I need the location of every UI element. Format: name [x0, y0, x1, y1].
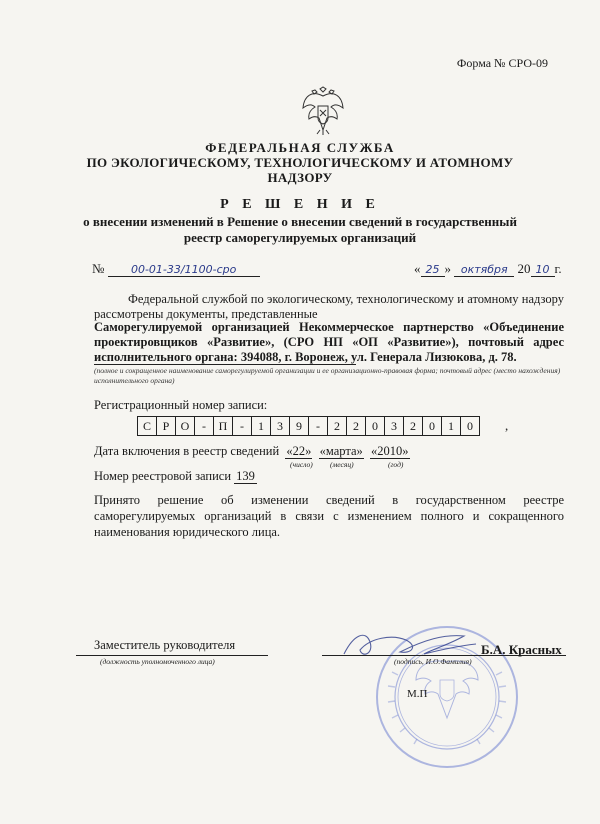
decision-number	[92, 261, 260, 277]
registration-cell: 1	[441, 416, 461, 436]
decision-date: « 25 » октября 20 10 г.	[414, 261, 562, 276]
registry-entry	[94, 469, 257, 484]
registration-cell: О	[175, 416, 195, 436]
organization-header	[0, 140, 600, 185]
registration-cell: 2	[403, 416, 423, 436]
entry-label: Номер реестровой записи	[94, 469, 232, 483]
organization-line-1: ФЕДЕРАЛЬНАЯ СЛУЖБА	[205, 140, 395, 155]
registration-cell: -	[308, 416, 328, 436]
inclusion-year-caption: (год)	[388, 460, 404, 469]
registration-cell: 2	[346, 416, 366, 436]
inclusion-month: «марта»	[319, 444, 363, 458]
subtitle-line-1: о внесении изменений в Решение о внесении сведений в государственный	[83, 214, 517, 229]
applicant-name: Саморегулируемой организацией Некоммерческое партнерство «Объединение проектировщиков «Развитие», (СРО НП «ОП «Развитие»), почтовый адрес исполнительного органа: 394088, г. Воронеж, ул. Генерала Лизюкова, д. 78.	[94, 320, 564, 364]
inclusion-month-caption: (месяц)	[330, 460, 354, 469]
decision-text: Принято решение об изменении сведений в государственном реестре саморегулируемых организаций в связи с изменением полного и сокращенного наименования юридического лица.	[94, 493, 564, 539]
date-year-prefix: 20	[517, 261, 531, 276]
inclusion-label: Дата включения в реестр сведений	[94, 444, 280, 458]
document-subtitle	[0, 214, 600, 246]
registration-cell: 3	[384, 416, 404, 436]
coat-of-arms-icon	[300, 86, 346, 136]
subtitle-line-2: реестр саморегулируемых организаций	[183, 230, 417, 245]
registration-cell: С	[137, 416, 157, 436]
registration-cell: Р	[156, 416, 176, 436]
number-value: 00-01-33/1100-сро	[108, 263, 260, 277]
applicant-underline	[94, 364, 356, 365]
date-month: октября	[454, 263, 514, 277]
registration-cell: 0	[422, 416, 442, 436]
registration-cell: 0	[365, 416, 385, 436]
stamp-label: М.П	[407, 688, 428, 700]
registration-number-cells	[138, 416, 480, 436]
registration-cell: 1	[251, 416, 271, 436]
form-number: Форма № СРО-09	[456, 56, 548, 70]
organization-line-3: НАДЗОРУ	[267, 170, 333, 185]
inclusion-day: «22»	[286, 444, 312, 458]
organization-line-2: ПО ЭКОЛОГИЧЕСКОМУ, ТЕХНОЛОГИЧЕСКОМУ И АТОМНОМУ	[86, 155, 514, 170]
registration-cell: 0	[460, 416, 480, 436]
position-caption: (должность уполномоченного лица)	[100, 657, 215, 666]
position-underline	[76, 655, 268, 656]
registration-cell: 9	[289, 416, 309, 436]
signatory-name: Б.А. Красных	[481, 642, 562, 657]
applicant-note: (полное и сокращенное наименование саморегулируемой организации и ее организационно-правовая форма; почтовый адрес (место нахождения) исполнительного органа)	[94, 366, 561, 385]
signatory-position: Заместитель руководителя	[94, 638, 236, 652]
registration-cell: -	[194, 416, 214, 436]
registration-cell: П	[213, 416, 233, 436]
signature-caption: (подпись, И.О.Фамилия)	[394, 657, 472, 666]
registration-label: Регистрационный номер записи:	[94, 398, 268, 412]
document-title: Р Е Ш Е Н И Е	[220, 197, 380, 212]
date-suffix: г.	[554, 261, 562, 276]
registration-cell: -	[232, 416, 252, 436]
date-day: 25	[421, 263, 445, 277]
inclusion-year: «2010»	[371, 444, 409, 458]
registration-cell: 3	[270, 416, 290, 436]
inclusion-date	[94, 444, 410, 459]
inclusion-day-caption: (число)	[290, 460, 313, 469]
entry-value: 139	[236, 469, 255, 483]
registration-cell: 2	[327, 416, 347, 436]
number-prefix: №	[92, 261, 105, 276]
intro-paragraph: Федеральной службой по экологическому, технологическому и атомному надзору рассмотрены документы, представленные	[94, 292, 564, 321]
date-year-suffix: 10	[531, 263, 555, 277]
registration-trailing: ,	[505, 418, 509, 433]
